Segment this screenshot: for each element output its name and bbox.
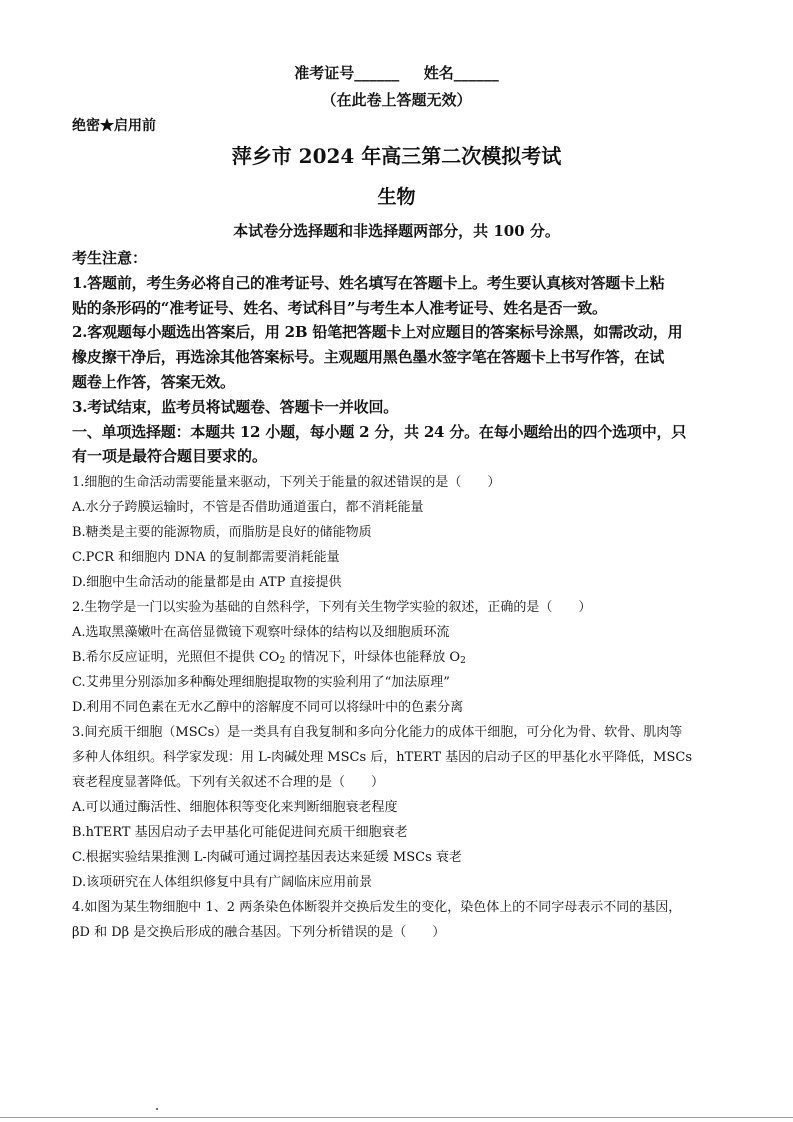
notice-line: 3.考试结束，监考员将试题卷、答题卡一并收回。 — [72, 398, 399, 416]
page-speck — [156, 1108, 158, 1110]
question-2-option-c: C.艾弗里分别添加多种酶处理细胞提取物的实验利用了“加法原理” — [72, 675, 450, 690]
question-2-option-b — [72, 646, 466, 665]
question-3-option-a: A.可以通过酶活性、细胞体积等变化来判断细胞衰老程度 — [72, 800, 398, 815]
notice-line: 2.客观题每小题选出答案后，用 2B 铅笔把答题卡上对应题目的答案标号涂黑，如需改动，用 — [72, 323, 683, 341]
question-2-option-d: D.利用不同色素在无水乙醇中的溶解度不同可以将绿叶中的色素分离 — [72, 700, 464, 715]
section-heading: 一、单项选择题：本题共 12 小题，每小题 2 分，共 24 分。在每小题给出的四个选项中，只 — [72, 423, 687, 441]
subscript: 2 — [279, 656, 286, 666]
option-b-text: 的情况下，叶绿体也能释放 O — [285, 650, 461, 665]
question-4-stem: βD 和 Dβ 是交换后形成的融合基因。下列分析错误的是（ ） — [72, 925, 446, 940]
question-1-option-c: C.PCR 和细胞内 DNA 的复制都需要消耗能量 — [72, 550, 340, 565]
notice-line: 贴的条形码的“准考证号、姓名、考试科目”与考生本人准考证号、姓名是否一致。 — [72, 299, 607, 317]
question-2-stem: 2.生物学是一门以实验为基础的自然科学，下列有关生物学实验的叙述，正确的是（ ） — [72, 600, 592, 615]
page-title: 萍乡市 2024 年高三第二次模拟考试 — [231, 144, 562, 168]
notice-line: 1.答题前，考生务必将自己的准考证号、姓名填写在答题卡上。考生要认真核对答题卡上粘 — [72, 274, 665, 292]
notice-line: 题卷上作答，答案无效。 — [72, 373, 235, 391]
subject-title: 生物 — [377, 186, 416, 208]
page-bottom-rule — [0, 1117, 793, 1118]
question-3-stem: 衰老程度显著降低。下列有关叙述不合理的是（ ） — [72, 775, 385, 790]
section-heading: 有一项是最符合题目要求的。 — [72, 447, 268, 465]
question-3-option-d: D.该项研究在人体组织修复中具有广阔临床应用前景 — [72, 875, 373, 890]
question-3-option-c: C.根据实验结果推测 L-肉碱可通过调控基因表达来延缓 MSCs 衰老 — [72, 850, 462, 865]
exam-summary: 本试卷分选择题和非选择题两部分，共 100 分。 — [233, 222, 560, 240]
question-3-stem: 多种人体组织。科学家发现：用 L-肉碱处理 MSCs 后，hTERT 基因的启动子区的甲基化水平降低，MSCs — [72, 750, 692, 765]
question-3-option-b: B.hTERT 基因启动子去甲基化可能促进间充质干细胞衰老 — [72, 825, 408, 840]
question-1-option-a: A.水分子跨膜运输时，不管是否借助通道蛋白，都不消耗能量 — [72, 500, 424, 515]
notice-line: 橡皮擦干净后，再选涂其他答案标号。主观题用黑色墨水签字笔在答题卡上书写作答，在试 — [72, 348, 665, 366]
name-label: 姓名______ — [423, 64, 499, 82]
exam-id-label: 准考证号______ — [294, 64, 400, 82]
question-1-option-d: D.细胞中生命活动的能量都是由 ATP 直接提供 — [72, 575, 342, 590]
exam-header-fields — [0, 62, 793, 83]
question-3-stem: 3.间充质干细胞（MSCs）是一类具有自我复制和多向分化能力的成体干细胞，可分化为骨、软骨、肌肉等 — [72, 725, 683, 740]
subscript: 2 — [460, 656, 466, 666]
notice-heading: 考生注意： — [72, 249, 148, 267]
question-1-stem: 1.细胞的生命活动需要能量来驱动，下列关于能量的叙述错误的是（ ） — [72, 475, 501, 490]
option-b-text: B.希尔反应证明，光照但不提供 CO — [72, 650, 280, 665]
question-1-option-b: B.糖类是主要的能源物质，而脂肪是良好的储能物质 — [72, 525, 372, 540]
question-2-option-a: A.选取黑藻嫩叶在高倍显微镜下观察叶绿体的结构以及细胞质环流 — [72, 625, 450, 640]
invalid-note: （在此卷上答题无效） — [321, 91, 472, 109]
question-4-stem: 4.如图为某生物细胞中 1、2 两条染色体断裂并交换后发生的变化，染色体上的不同字母表示不同的基因， — [72, 900, 682, 915]
secret-mark: 绝密★启用前 — [72, 118, 156, 134]
